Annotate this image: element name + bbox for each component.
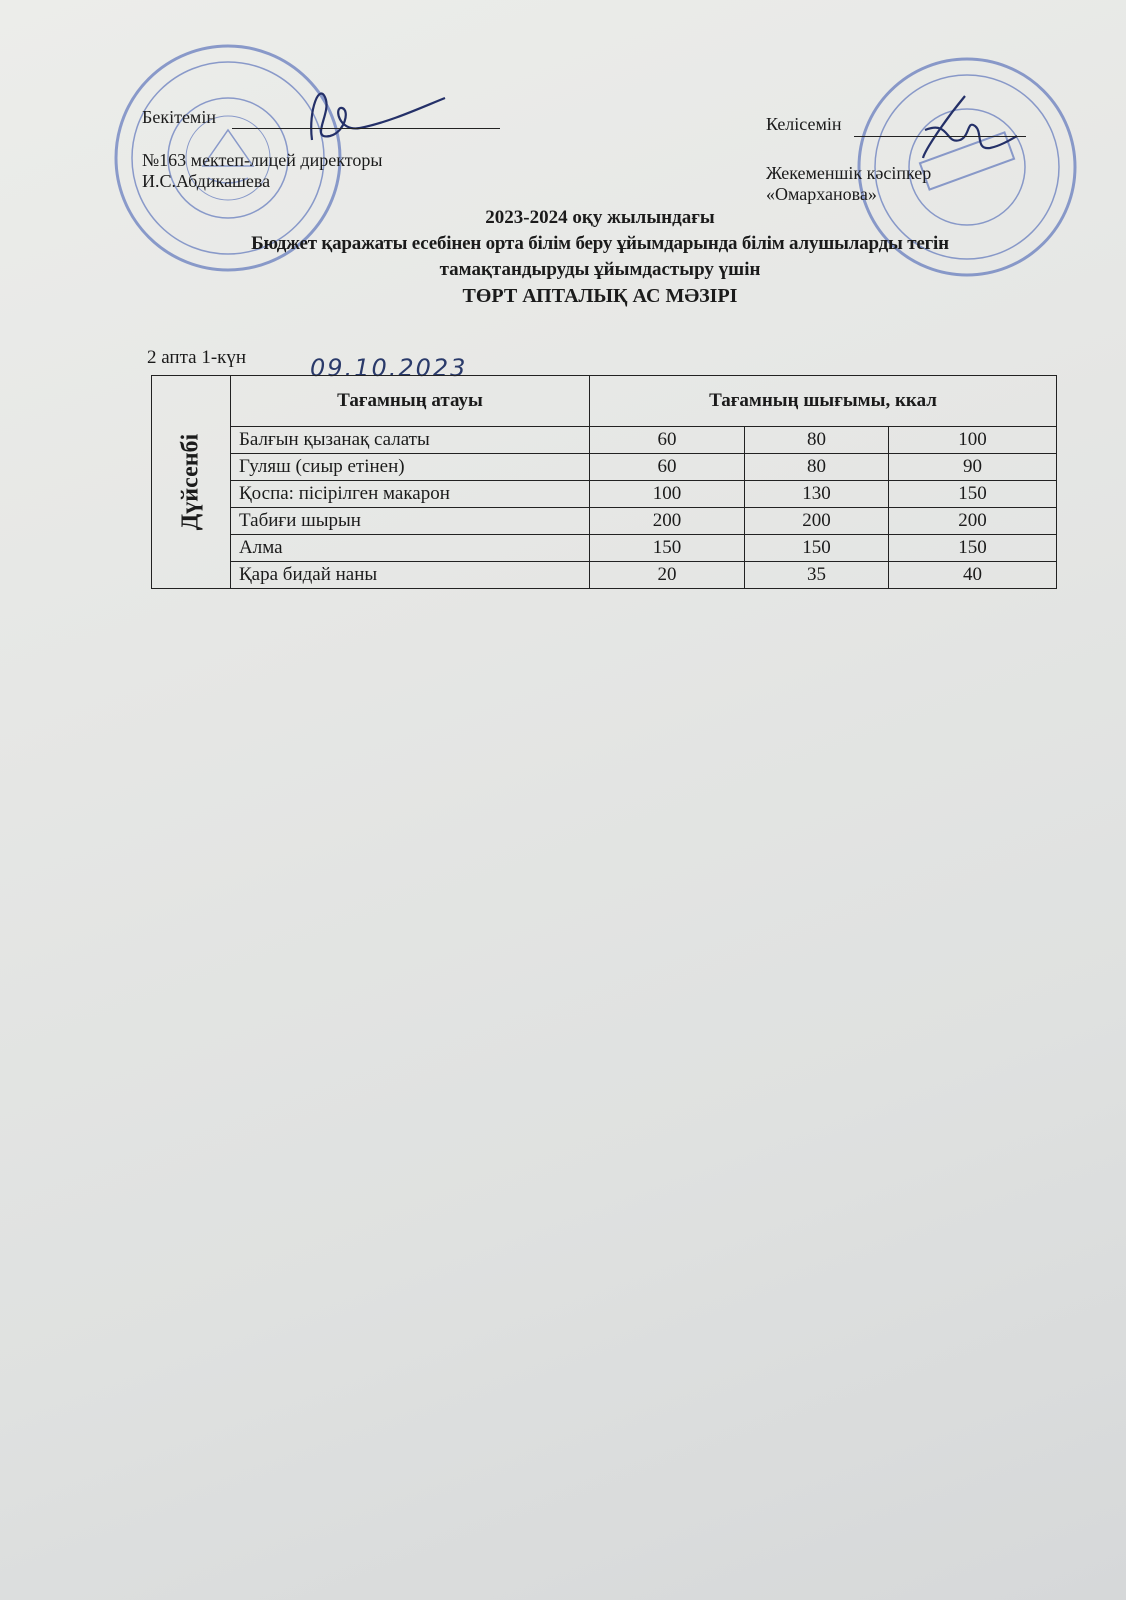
entrepreneur-signature <box>905 90 1025 170</box>
header-dish-name: Тағамның атауы <box>231 376 590 427</box>
table-row <box>152 508 1057 535</box>
portion-value: 60 <box>590 427 745 454</box>
portion-value: 35 <box>745 562 889 589</box>
table-row <box>152 427 1057 454</box>
approve-signature-line <box>232 128 500 129</box>
table-row <box>152 535 1057 562</box>
week-day-label: 2 апта 1-күн <box>147 347 247 368</box>
dish-name: Алма <box>231 535 590 562</box>
dish-name: Гуляш (сиыр етінен) <box>231 454 590 481</box>
table-row <box>152 454 1057 481</box>
approve-label: Бекітемін <box>142 107 216 127</box>
portion-value: 200 <box>590 508 745 535</box>
portion-value: 200 <box>745 508 889 535</box>
portion-value: 130 <box>745 481 889 508</box>
handwritten-date: 09.10.2023 <box>310 354 468 382</box>
portion-value: 100 <box>889 427 1057 454</box>
dish-name: Табиғи шырын <box>231 508 590 535</box>
portion-value: 150 <box>745 535 889 562</box>
day-label: Дүйсенбі <box>177 433 204 531</box>
director-name: И.С.Абдикашева <box>142 171 271 191</box>
entrepreneur-position: Жекеменшік кәсіпкер <box>766 163 932 183</box>
table-row <box>152 481 1057 508</box>
portion-value: 20 <box>590 562 745 589</box>
table-header-row <box>152 376 1057 427</box>
dish-name: Қара бидай наны <box>231 562 590 589</box>
portion-value: 60 <box>590 454 745 481</box>
heading-line3: тамақтандыруды ұйымдастыру үшін <box>439 259 761 280</box>
portion-value: 200 <box>889 508 1057 535</box>
portion-value: 100 <box>590 481 745 508</box>
heading-year: 2023-2024 оқу жылындағы <box>485 207 715 228</box>
page-title: ТӨРТ АПТАЛЫҚ АС МӘЗІРІ <box>462 285 738 307</box>
portion-value: 150 <box>590 535 745 562</box>
portion-value: 150 <box>889 481 1057 508</box>
portion-value: 40 <box>889 562 1057 589</box>
dish-name: Қоспа: пісірілген макарон <box>231 481 590 508</box>
menu-table <box>151 375 1057 589</box>
director-signature <box>290 70 450 160</box>
portion-value: 90 <box>889 454 1057 481</box>
portion-value: 80 <box>745 427 889 454</box>
portion-value: 80 <box>745 454 889 481</box>
table-row <box>152 562 1057 589</box>
header-output: Тағамның шығымы, ккал <box>590 376 1057 427</box>
agree-label: Келісемін <box>766 114 842 134</box>
director-position: №163 мектеп-лицей директоры <box>142 150 383 170</box>
entrepreneur-name: «Омарханова» <box>766 184 877 204</box>
heading-line2: Бюджет қаражаты есебінен орта білім беру ұйымдарында білім алушыларды тегін <box>251 233 949 254</box>
agree-signature-line <box>854 136 1026 137</box>
portion-value: 150 <box>889 535 1057 562</box>
dish-name: Балғын қызанақ салаты <box>231 427 590 454</box>
day-cell <box>152 376 231 589</box>
